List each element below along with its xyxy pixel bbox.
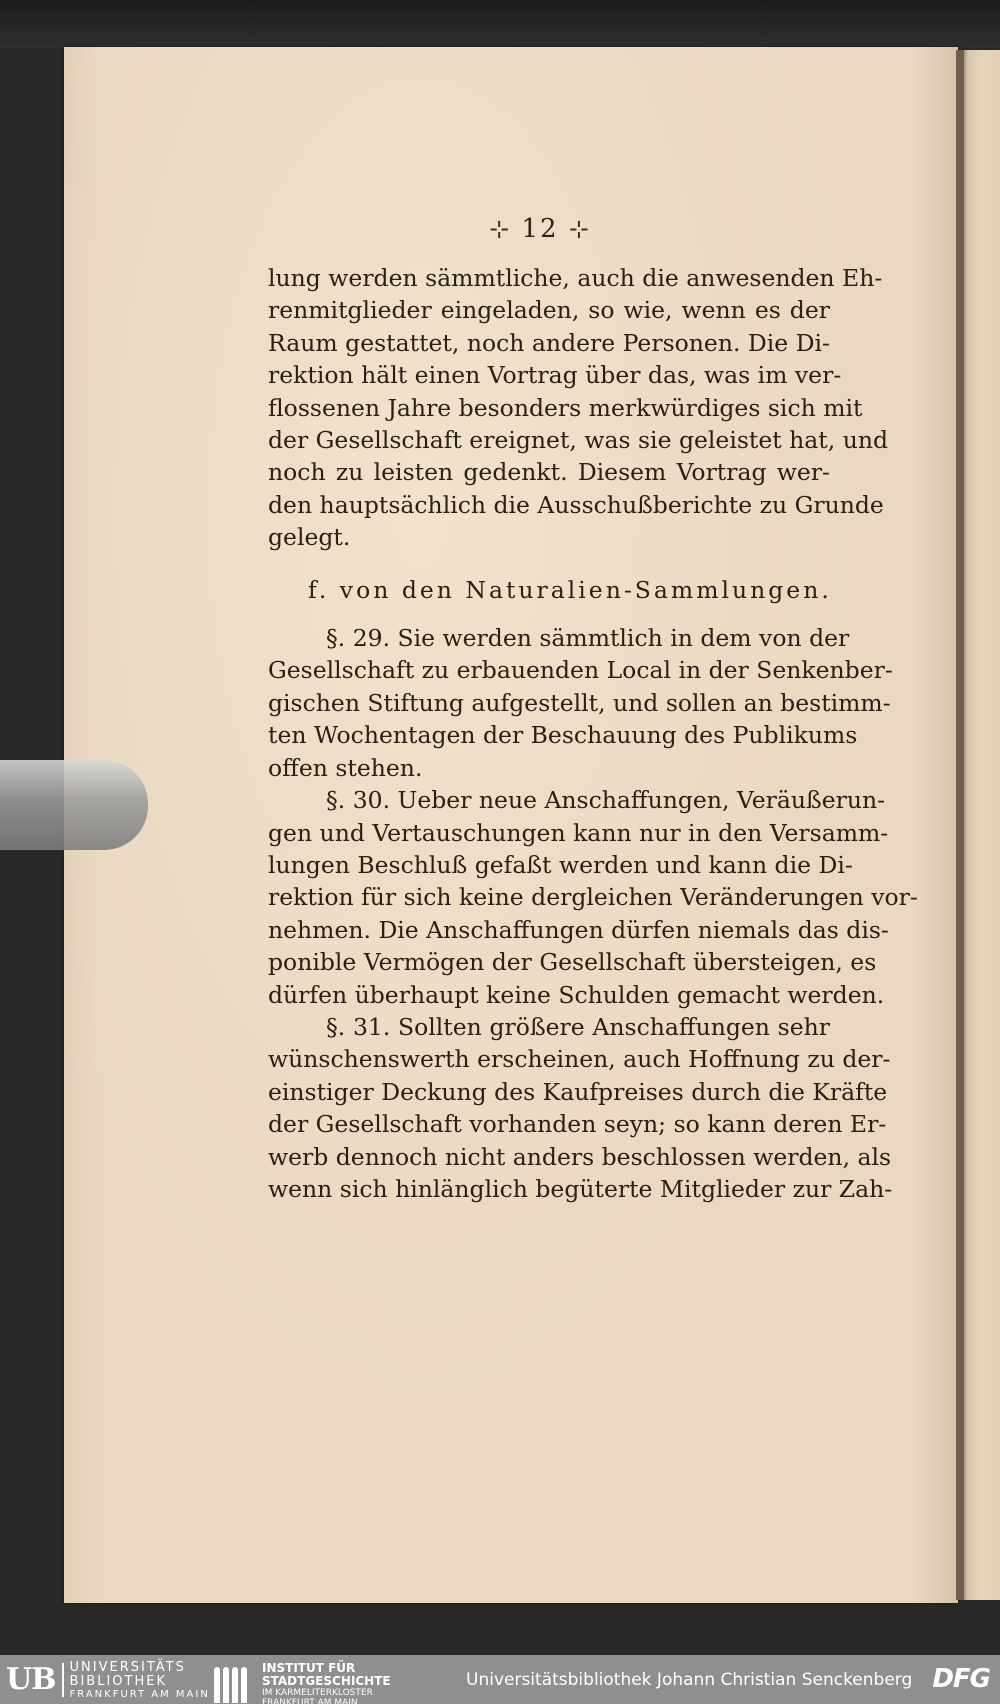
text-line: gen und Vertauschungen kann nur in den Versamm- [268, 818, 889, 847]
text-line: rektion für sich keine dergleichen Veränderungen vor- [268, 883, 918, 912]
isg-line-4: FRANKFURT AM MAIN [262, 1698, 358, 1704]
text-line: renmitglieder eingeladen, so wie, wenn es der [268, 296, 830, 325]
ub-line-2: BIBLIOTHEK [69, 1673, 167, 1689]
isg-line-3: IM KARMELITERKLOSTER [262, 1688, 373, 1698]
scanner-clip [0, 760, 148, 850]
paragraph-continuation [268, 262, 889, 554]
isg-logo-text [262, 1662, 391, 1704]
text-line: der Gesellschaft vorhanden seyn; so kann deren Er- [268, 1110, 887, 1139]
text-line: offen stehen. [268, 753, 423, 782]
text-line: wünschenswerth erscheinen, auch Hoffnung zu der- [268, 1045, 891, 1074]
text-line: Raum gestattet, noch andere Personen. Die Di- [268, 328, 830, 357]
text-line: Gesellschaft zu erbauenden Local in der Senkenber- [268, 656, 893, 685]
ornament-left-icon: ⊹ [489, 215, 512, 243]
paragraph-section-30 [268, 784, 918, 1011]
text-line: gischen Stiftung aufgestellt, und sollen an bestimm- [268, 688, 891, 717]
scan-top-shadow [0, 0, 1000, 48]
page-number-header [460, 214, 620, 244]
adjacent-page-edge [962, 50, 1000, 1600]
isg-columns-icon [214, 1667, 254, 1703]
paragraph-section-29 [268, 622, 893, 784]
paragraph-section-31 [268, 1011, 893, 1205]
text-line: ponible Vermögen der Gesellschaft übersteigen, es [268, 948, 877, 977]
page-body-text [268, 262, 918, 1205]
footer-bar [0, 1655, 1000, 1704]
page-fold-edge [956, 50, 964, 1600]
logo-divider [62, 1663, 64, 1697]
text-line: lung werden sämmtliche, auch die anwesenden Eh- [268, 264, 883, 292]
text-line: gelegt. [268, 523, 351, 552]
text-line: den hauptsächlich die Ausschußberichte zu Grunde [268, 490, 884, 519]
text-line: ten Wochentagen der Beschauung des Publikums [268, 721, 858, 750]
text-line: noch zu leisten gedenkt. Diesem Vortrag wer- [268, 458, 830, 487]
text-line: nehmen. Die Anschaffungen dürfen niemals das dis- [268, 915, 889, 944]
text-line: lungen Beschluß gefaßt werden und kann die Di- [268, 850, 853, 879]
page-number: 12 [521, 214, 559, 244]
text-line: wenn sich hinlänglich begüterte Mitglieder zur Zah- [268, 1174, 893, 1203]
ub-logo[interactable] [6, 1659, 210, 1700]
ub-line-3: FRANKFURT AM MAIN [69, 1688, 210, 1700]
text-line: werb dennoch nicht anders beschlossen werden, als [268, 1142, 892, 1171]
ub-logo-mark: UB [6, 1662, 56, 1697]
footer-library-title: Universitätsbibliothek Johann Christian Senckenberg [466, 1670, 913, 1690]
text-line: §. 30. Ueber neue Anschaffungen, Veräußerun- [326, 786, 886, 815]
text-line: dürfen überhaupt keine Schulden gemacht werden. [268, 980, 885, 1009]
text-line: §. 31. Sollten größere Anschaffungen sehr [326, 1012, 830, 1041]
ornament-right-icon: ⊹ [568, 215, 591, 243]
dfg-logo[interactable]: DFG [932, 1664, 990, 1694]
isg-line-1: INSTITUT FÜR [262, 1661, 356, 1675]
ub-logo-text [70, 1661, 210, 1700]
isg-line-2: STADTGESCHICHTE [262, 1674, 391, 1688]
text-line: rektion hält einen Vortrag über das, was im ver- [268, 361, 842, 390]
text-line: §. 29. Sie werden sämmtlich in dem von der [326, 624, 850, 653]
text-line: der Gesellschaft ereignet, was sie geleistet hat, und [268, 426, 889, 455]
ub-line-1: UNIVERSITÄTS [69, 1659, 186, 1675]
isg-logo[interactable] [214, 1662, 391, 1704]
text-line: flossenen Jahre besonders merkwürdiges sich mit [268, 393, 863, 422]
section-heading: f. von den Naturalien-Sammlungen. [308, 575, 832, 604]
text-line: einstiger Deckung des Kaufpreises durch die Kräfte [268, 1077, 888, 1106]
